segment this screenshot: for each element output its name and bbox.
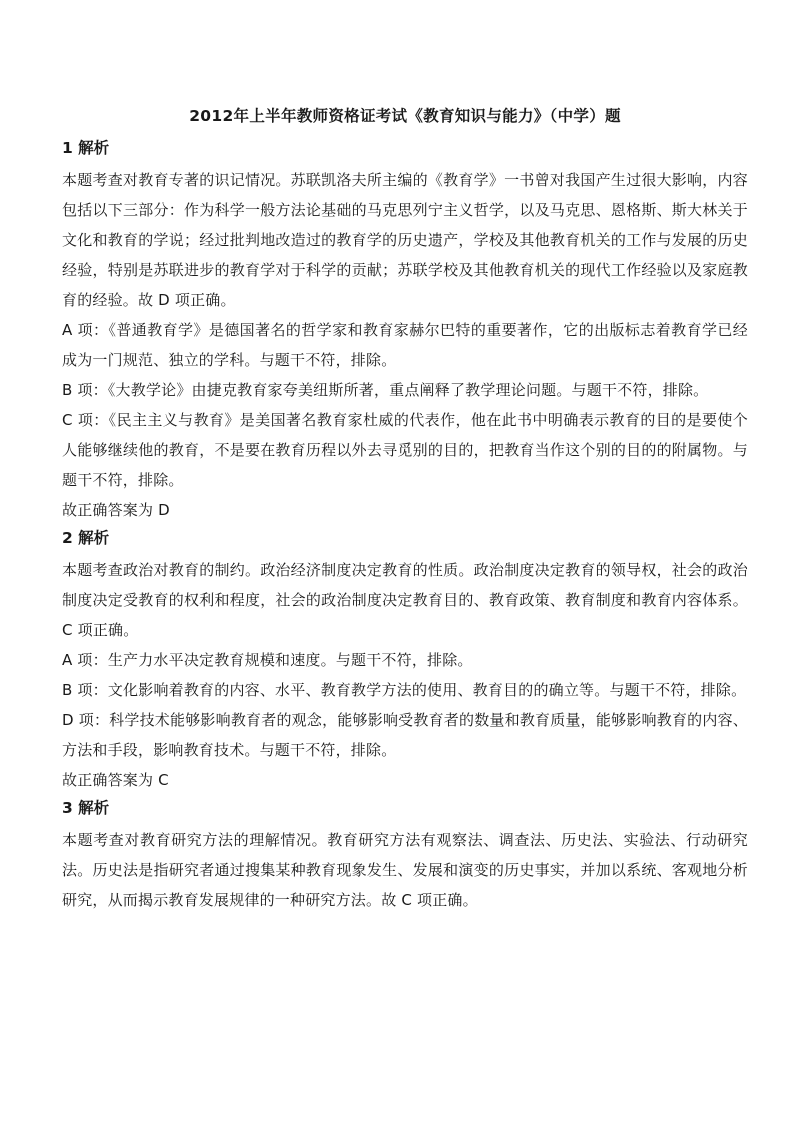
paragraph: A 项：《普通教育学》是德国著名的哲学家和教育家赫尔巴特的重要著作，它的出版标志着教育学已经成为一门规范、独立的学科。与题干不符，排除。 (62, 321, 748, 369)
document-page (62, 100, 748, 915)
answer-line: 故正确答案为 C (62, 771, 169, 789)
analysis-section-1 (62, 137, 748, 525)
paragraph: A 项：生产力水平决定教育规模和速度。与题干不符，排除。 (62, 651, 473, 669)
paragraph: 本题考查对教育研究方法的理解情况。教育研究方法有观察法、调查法、历史法、实验法、行动研究法。历史法是指研究者通过搜集某种教育现象发生、发展和演变的历史事实，并加以系统、客观地分析研究，从而揭示教育发展规律的一种研究方法。故 C 项正确。 (62, 831, 748, 909)
analysis-section-3 (62, 797, 748, 915)
paragraph: 本题考查对教育专著的识记情况。苏联凯洛夫所主编的《教育学》一书曾对我国产生过很大影响，内容包括以下三部分：作为科学一般方法论基础的马克思列宁主义哲学，以及马克思、恩格斯、斯大林关于文化和教育的学说；经过批判地改造过的教育学的历史遗产，学校及其他教育机关的工作与发展的历史经验，特别是苏联进步的教育学对于科学的贡献；苏联学校及其他教育机关的现代工作经验以及家庭教育的经验。故 D 项正确。 (62, 171, 748, 309)
section-heading: 3 解析 (62, 799, 110, 817)
analysis-section-2 (62, 527, 748, 795)
paragraph: C 项：《民主主义与教育》是美国著名教育家杜威的代表作，他在此书中明确表示教育的目的是要使个人能够继续他的教育，不是要在教育历程以外去寻觅别的目的，把教育当作这个别的目的的附属物。与题干不符，排除。 (62, 411, 748, 489)
paragraph: D 项：科学技术能够影响教育者的观念，能够影响受教育者的数量和教育质量，能够影响教育的内容、方法和手段，影响教育技术。与题干不符，排除。 (62, 711, 748, 759)
section-heading: 2 解析 (62, 529, 110, 547)
paragraph: B 项：《大教学论》由捷克教育家夸美纽斯所著，重点阐释了教学理论问题。与题干不符，排除。 (62, 381, 709, 399)
paragraph: 本题考查政治对教育的制约。政治经济制度决定教育的性质。政治制度决定教育的领导权，社会的政治制度决定受教育的权利和程度，社会的政治制度决定教育目的、教育政策、教育制度和教育内容体系。C 项正确。 (62, 561, 748, 639)
section-heading: 1 解析 (62, 139, 110, 157)
document-title: 2012年上半年教师资格证考试《教育知识与能力》（中学）题 (189, 107, 621, 125)
answer-line: 故正确答案为 D (62, 501, 170, 519)
paragraph: B 项：文化影响着教育的内容、水平、教育教学方法的使用、教育目的的确立等。与题干不符，排除。 (62, 681, 747, 699)
